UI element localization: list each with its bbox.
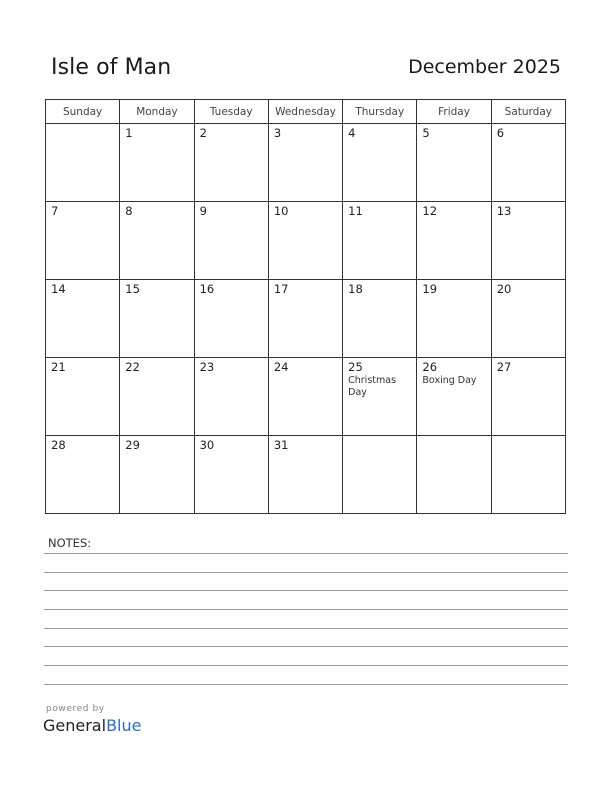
day-number: 19 xyxy=(422,282,438,296)
calendar-month-title: December 2025 xyxy=(408,56,561,78)
weekday-header: Wednesday xyxy=(268,100,342,124)
powered-by-text: powered by xyxy=(46,704,105,714)
day-cell xyxy=(46,124,120,202)
day-number: 1 xyxy=(125,126,133,140)
day-cell xyxy=(343,280,417,358)
day-number: 6 xyxy=(496,126,505,140)
day-cell xyxy=(120,124,194,202)
day-cell xyxy=(194,280,268,358)
day-cell xyxy=(491,202,565,280)
day-cell xyxy=(120,280,194,358)
day-number: 11 xyxy=(348,204,363,218)
day-cell xyxy=(268,280,342,358)
day-cell xyxy=(491,280,565,358)
day-number: 20 xyxy=(496,282,512,296)
day-number: 31 xyxy=(273,438,289,452)
day-number: 30 xyxy=(199,438,215,452)
day-number: 24 xyxy=(273,360,289,374)
day-number: 18 xyxy=(348,282,363,296)
day-number: 28 xyxy=(51,438,66,452)
day-number: 15 xyxy=(125,282,140,296)
day-cell xyxy=(417,202,491,280)
day-cell xyxy=(120,436,194,514)
day-cell xyxy=(120,202,194,280)
day-cell xyxy=(120,358,194,436)
day-cell xyxy=(268,436,342,514)
weekday-header: Friday xyxy=(417,100,491,124)
weekday-header: Tuesday xyxy=(194,100,268,124)
day-cell xyxy=(417,358,491,436)
day-cell xyxy=(46,280,120,358)
notes-line xyxy=(44,572,568,573)
day-cell xyxy=(491,436,565,514)
day-cell xyxy=(343,124,417,202)
day-number: 8 xyxy=(125,204,133,218)
day-cell xyxy=(268,358,342,436)
day-number: 29 xyxy=(125,438,140,452)
day-cell xyxy=(194,436,268,514)
week-row xyxy=(46,280,566,358)
day-number: 3 xyxy=(273,126,282,140)
day-cell xyxy=(343,436,417,514)
day-number: 26 xyxy=(422,360,438,374)
logo-text-blue: Blue xyxy=(106,716,142,735)
notes-line xyxy=(44,628,568,629)
day-cell xyxy=(417,280,491,358)
day-number: 5 xyxy=(422,126,430,140)
day-number: 13 xyxy=(496,204,512,218)
notes-line xyxy=(44,665,568,666)
day-cell xyxy=(194,202,268,280)
notes-line xyxy=(44,590,568,591)
day-cell xyxy=(46,436,120,514)
day-cell xyxy=(491,358,565,436)
day-number: 2 xyxy=(199,126,207,140)
day-number: 9 xyxy=(199,204,207,218)
day-cell xyxy=(46,358,120,436)
notes-label: NOTES: xyxy=(48,536,92,550)
notes-line xyxy=(44,684,568,685)
day-cell xyxy=(417,124,491,202)
day-number: 14 xyxy=(51,282,66,296)
day-cell xyxy=(268,124,342,202)
day-number: 4 xyxy=(348,126,356,140)
day-number: 25 xyxy=(348,360,363,374)
day-cell xyxy=(343,358,417,436)
day-cell xyxy=(491,124,565,202)
holiday-label: Boxing Day xyxy=(422,375,477,386)
day-cell xyxy=(194,124,268,202)
day-number: 12 xyxy=(422,204,438,218)
generalblue-logo xyxy=(43,716,141,735)
day-number: 16 xyxy=(199,282,215,296)
week-row xyxy=(46,124,566,202)
holiday-label: Christmas Day xyxy=(348,375,397,398)
weekday-header: Thursday xyxy=(343,100,417,124)
notes-line xyxy=(44,553,568,554)
week-row xyxy=(46,202,566,280)
weekday-header: Monday xyxy=(120,100,194,124)
day-number: 21 xyxy=(51,360,66,374)
day-number: 17 xyxy=(273,282,289,296)
day-cell xyxy=(343,202,417,280)
day-number: 10 xyxy=(273,204,289,218)
day-cell xyxy=(46,202,120,280)
week-row xyxy=(46,358,566,436)
day-number: 27 xyxy=(496,360,512,374)
weekday-header-row xyxy=(46,100,566,124)
weekday-header: Sunday xyxy=(46,100,120,124)
day-cell xyxy=(417,436,491,514)
notes-line xyxy=(44,609,568,610)
calendar-country-title: Isle of Man xyxy=(51,55,172,80)
notes-line xyxy=(44,646,568,647)
calendar-grid xyxy=(45,99,566,514)
week-row xyxy=(46,436,566,514)
day-number: 7 xyxy=(51,204,59,218)
day-number: 22 xyxy=(125,360,140,374)
weekday-header: Saturday xyxy=(491,100,565,124)
day-cell xyxy=(268,202,342,280)
day-number: 23 xyxy=(199,360,215,374)
day-cell xyxy=(194,358,268,436)
logo-text-general: General xyxy=(43,716,107,735)
